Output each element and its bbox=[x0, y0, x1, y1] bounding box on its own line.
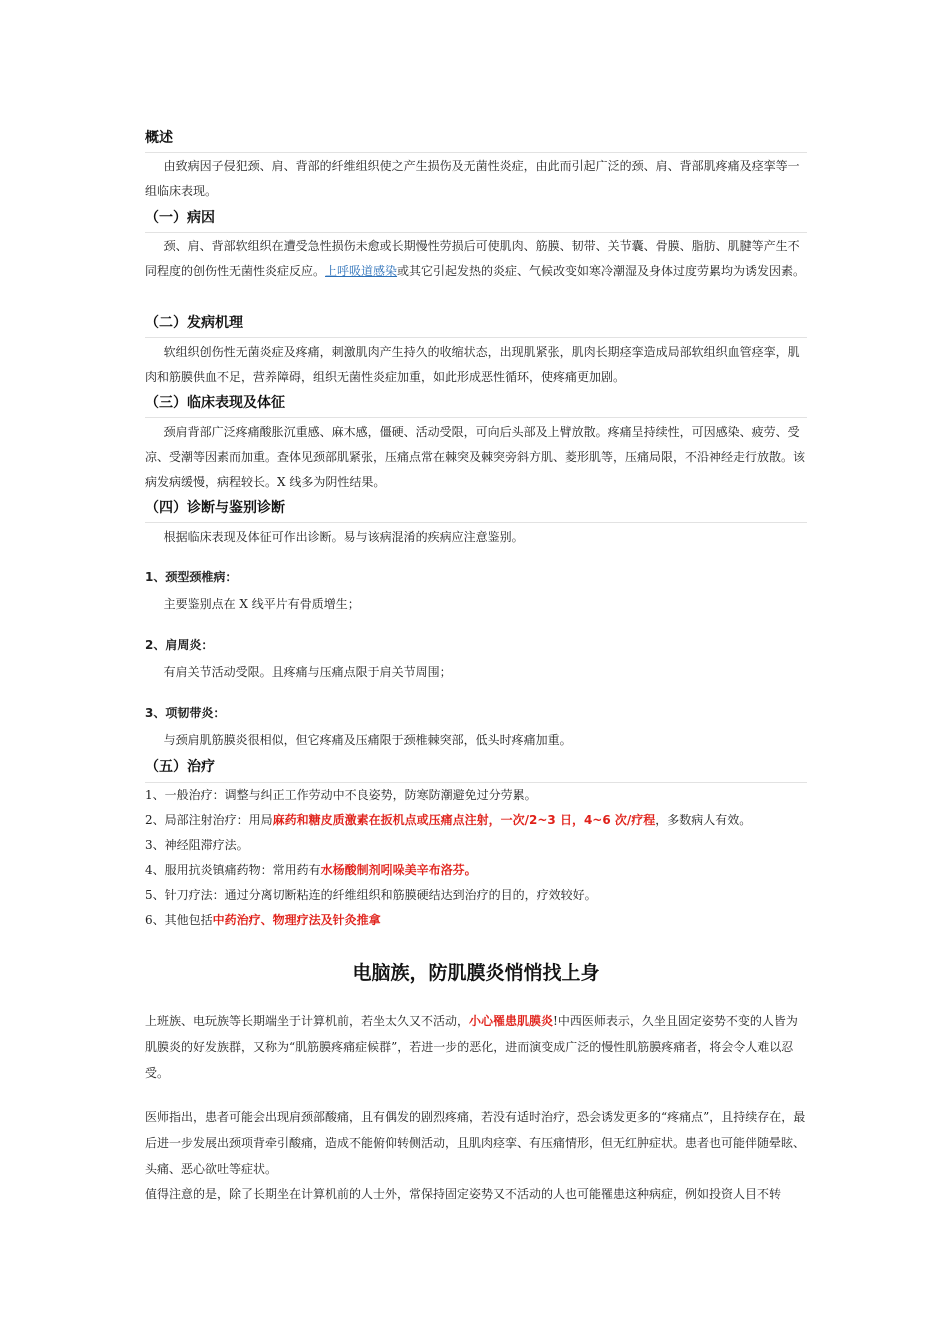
divider bbox=[145, 152, 807, 153]
divider bbox=[145, 522, 807, 523]
clinical-heading: （三）临床表现及体征 bbox=[145, 395, 285, 411]
diagnosis-paragraph: 根据临床表现及体征可作出诊断。易与该病混淆的疾病应注意鉴别。 bbox=[163, 530, 524, 544]
treatment-item-text: 6、其他包括 bbox=[145, 913, 213, 927]
diagnosis-item-text: 与颈肩肌筋膜炎很相似，但它疼痛及压痛限于颈椎棘突部，低头时疼痛加重。 bbox=[163, 733, 572, 747]
diagnosis-item-title: 2、肩周炎： bbox=[145, 638, 214, 652]
upper-respiratory-infection-link[interactable]: 上呼吸道感染 bbox=[325, 264, 398, 278]
article-text-before: 上班族、电玩族等长期端坐于计算机前，若坐太久又不活动， bbox=[145, 1014, 470, 1028]
treatment-item-text: 1、一般治疗：调整与纠正工作劳动中不良姿势，防寒防潮避免过分劳累。 bbox=[145, 788, 537, 802]
treatment-heading: （五）治疗 bbox=[145, 759, 215, 775]
diagnosis-item-text: 有肩关节活动受限。且疼痛与压痛点限于肩关节周围； bbox=[163, 665, 452, 679]
article-title: 电脑族，防肌膜炎悄悄找上身 bbox=[352, 962, 600, 984]
diagnosis-item-title: 1、颈型颈椎病： bbox=[145, 570, 238, 584]
divider bbox=[145, 337, 807, 338]
diagnosis-heading: （四）诊断与鉴别诊断 bbox=[145, 500, 285, 516]
treatment-item bbox=[145, 783, 807, 808]
cause-paragraph bbox=[145, 234, 807, 284]
divider bbox=[145, 232, 807, 233]
treatment-item bbox=[145, 808, 807, 833]
treatment-highlight: 水杨酸制剂吲哚美辛布洛芬。 bbox=[320, 863, 477, 877]
overview-paragraph: 由致病因子侵犯颈、肩、背部的纤维组织使之产生损伤及无菌性炎症，由此而引起广泛的颈、肩、背部肌疼痛及痉挛等一组临床表现。 bbox=[145, 159, 800, 198]
treatment-item-text: 4、服用抗炎镇痛药物：常用药有 bbox=[145, 863, 321, 877]
treatment-highlight: 中药治疗、物理疗法及针灸推拿 bbox=[212, 913, 381, 927]
treatment-item bbox=[145, 908, 807, 933]
treatment-item-text: 3、神经阻滞疗法。 bbox=[145, 838, 249, 852]
article-highlight: 小心罹患肌膜炎 bbox=[469, 1014, 554, 1028]
clinical-paragraph: 颈肩背部广泛疼痛酸胀沉重感、麻木感，僵硬、活动受限，可向后头部及上臂放散。疼痛呈持续性，可因感染、疲劳、受凉、受潮等因素而加重。查体见颈部肌紧张，压痛点常在棘突及棘突旁斜方肌、菱形肌等，压痛局限，不沿神经走行放散。该病发病缓慢，病程较长。X 线多为阴性结果。 bbox=[145, 425, 806, 489]
treatment-item bbox=[145, 883, 807, 908]
cause-text-after: 或其它引起发热的炎症、气候改变如寒冷潮湿及身体过度劳累均为诱发因素。 bbox=[397, 264, 806, 278]
treatment-item-text-after: ，多数病人有效。 bbox=[655, 813, 752, 827]
article-text-after: !中西医师表示，久坐且固定姿势不变的人皆为肌膜炎的好发族群，又称为“肌筋膜疼痛症候群”，若进一步的恶化，进而演变成广泛的慢性肌筋膜疼痛者，将会令人难以忍受。 bbox=[145, 1014, 798, 1080]
treatment-item bbox=[145, 833, 807, 858]
diagnosis-item-text: 主要鉴别点在 X 线平片有骨质增生； bbox=[163, 597, 360, 611]
article-paragraph: 值得注意的是，除了长期坐在计算机前的人士外，常保持固定姿势又不活动的人也可能罹患这种病症，例如投资人目不转 bbox=[145, 1187, 782, 1201]
article-paragraph: 医师指出，患者可能会出现肩颈部酸痛，且有偶发的剧烈疼痛，若没有适时治疗，恐会诱发更多的“疼痛点”，且持续存在，最后进一步发展出颈项背牵引酸痛，造成不能俯仰转侧活动，且肌肉痉挛、有压痛情形，但无红肿症状。患者也可能伴随晕眩、头痛、恶心欲吐等症状。 bbox=[145, 1110, 806, 1176]
divider bbox=[145, 417, 807, 418]
diagnosis-item-title: 3、项韧带炎： bbox=[145, 706, 226, 720]
cause-text-before: 颈、肩、背部软组织在遭受急性损伤未愈或长期慢性劳损后可使肌肉、筋膜、韧带、关节囊、骨膜、脂肪、肌腱等产生不同程度的创伤性无菌性炎症反应。 bbox=[145, 239, 800, 278]
treatment-highlight: 麻药和糖皮质激素在扳机点或压痛点注射，一次/2~3 日，4~6 次/疗程 bbox=[272, 813, 656, 827]
article-paragraph bbox=[145, 1008, 807, 1086]
cause-heading: （一）病因 bbox=[145, 210, 215, 226]
overview-heading: 概述 bbox=[145, 130, 173, 146]
treatment-item-text: 5、针刀疗法：通过分离切断粘连的纤维组织和筋膜硬结达到治疗的目的，疗效较好。 bbox=[145, 888, 597, 902]
treatment-item bbox=[145, 858, 807, 883]
treatment-item-text: 2、局部注射治疗：用局 bbox=[145, 813, 273, 827]
mechanism-paragraph: 软组织创伤性无菌炎症及疼痛，刺激肌肉产生持久的收缩状态，出现肌紧张，肌肉长期痉挛造成局部软组织血管痉挛，肌肉和筋膜供血不足，营养障碍，组织无菌性炎症加重，如此形成恶性循环，使疼痛更加剧。 bbox=[145, 345, 800, 384]
mechanism-heading: （二）发病机理 bbox=[145, 315, 243, 331]
